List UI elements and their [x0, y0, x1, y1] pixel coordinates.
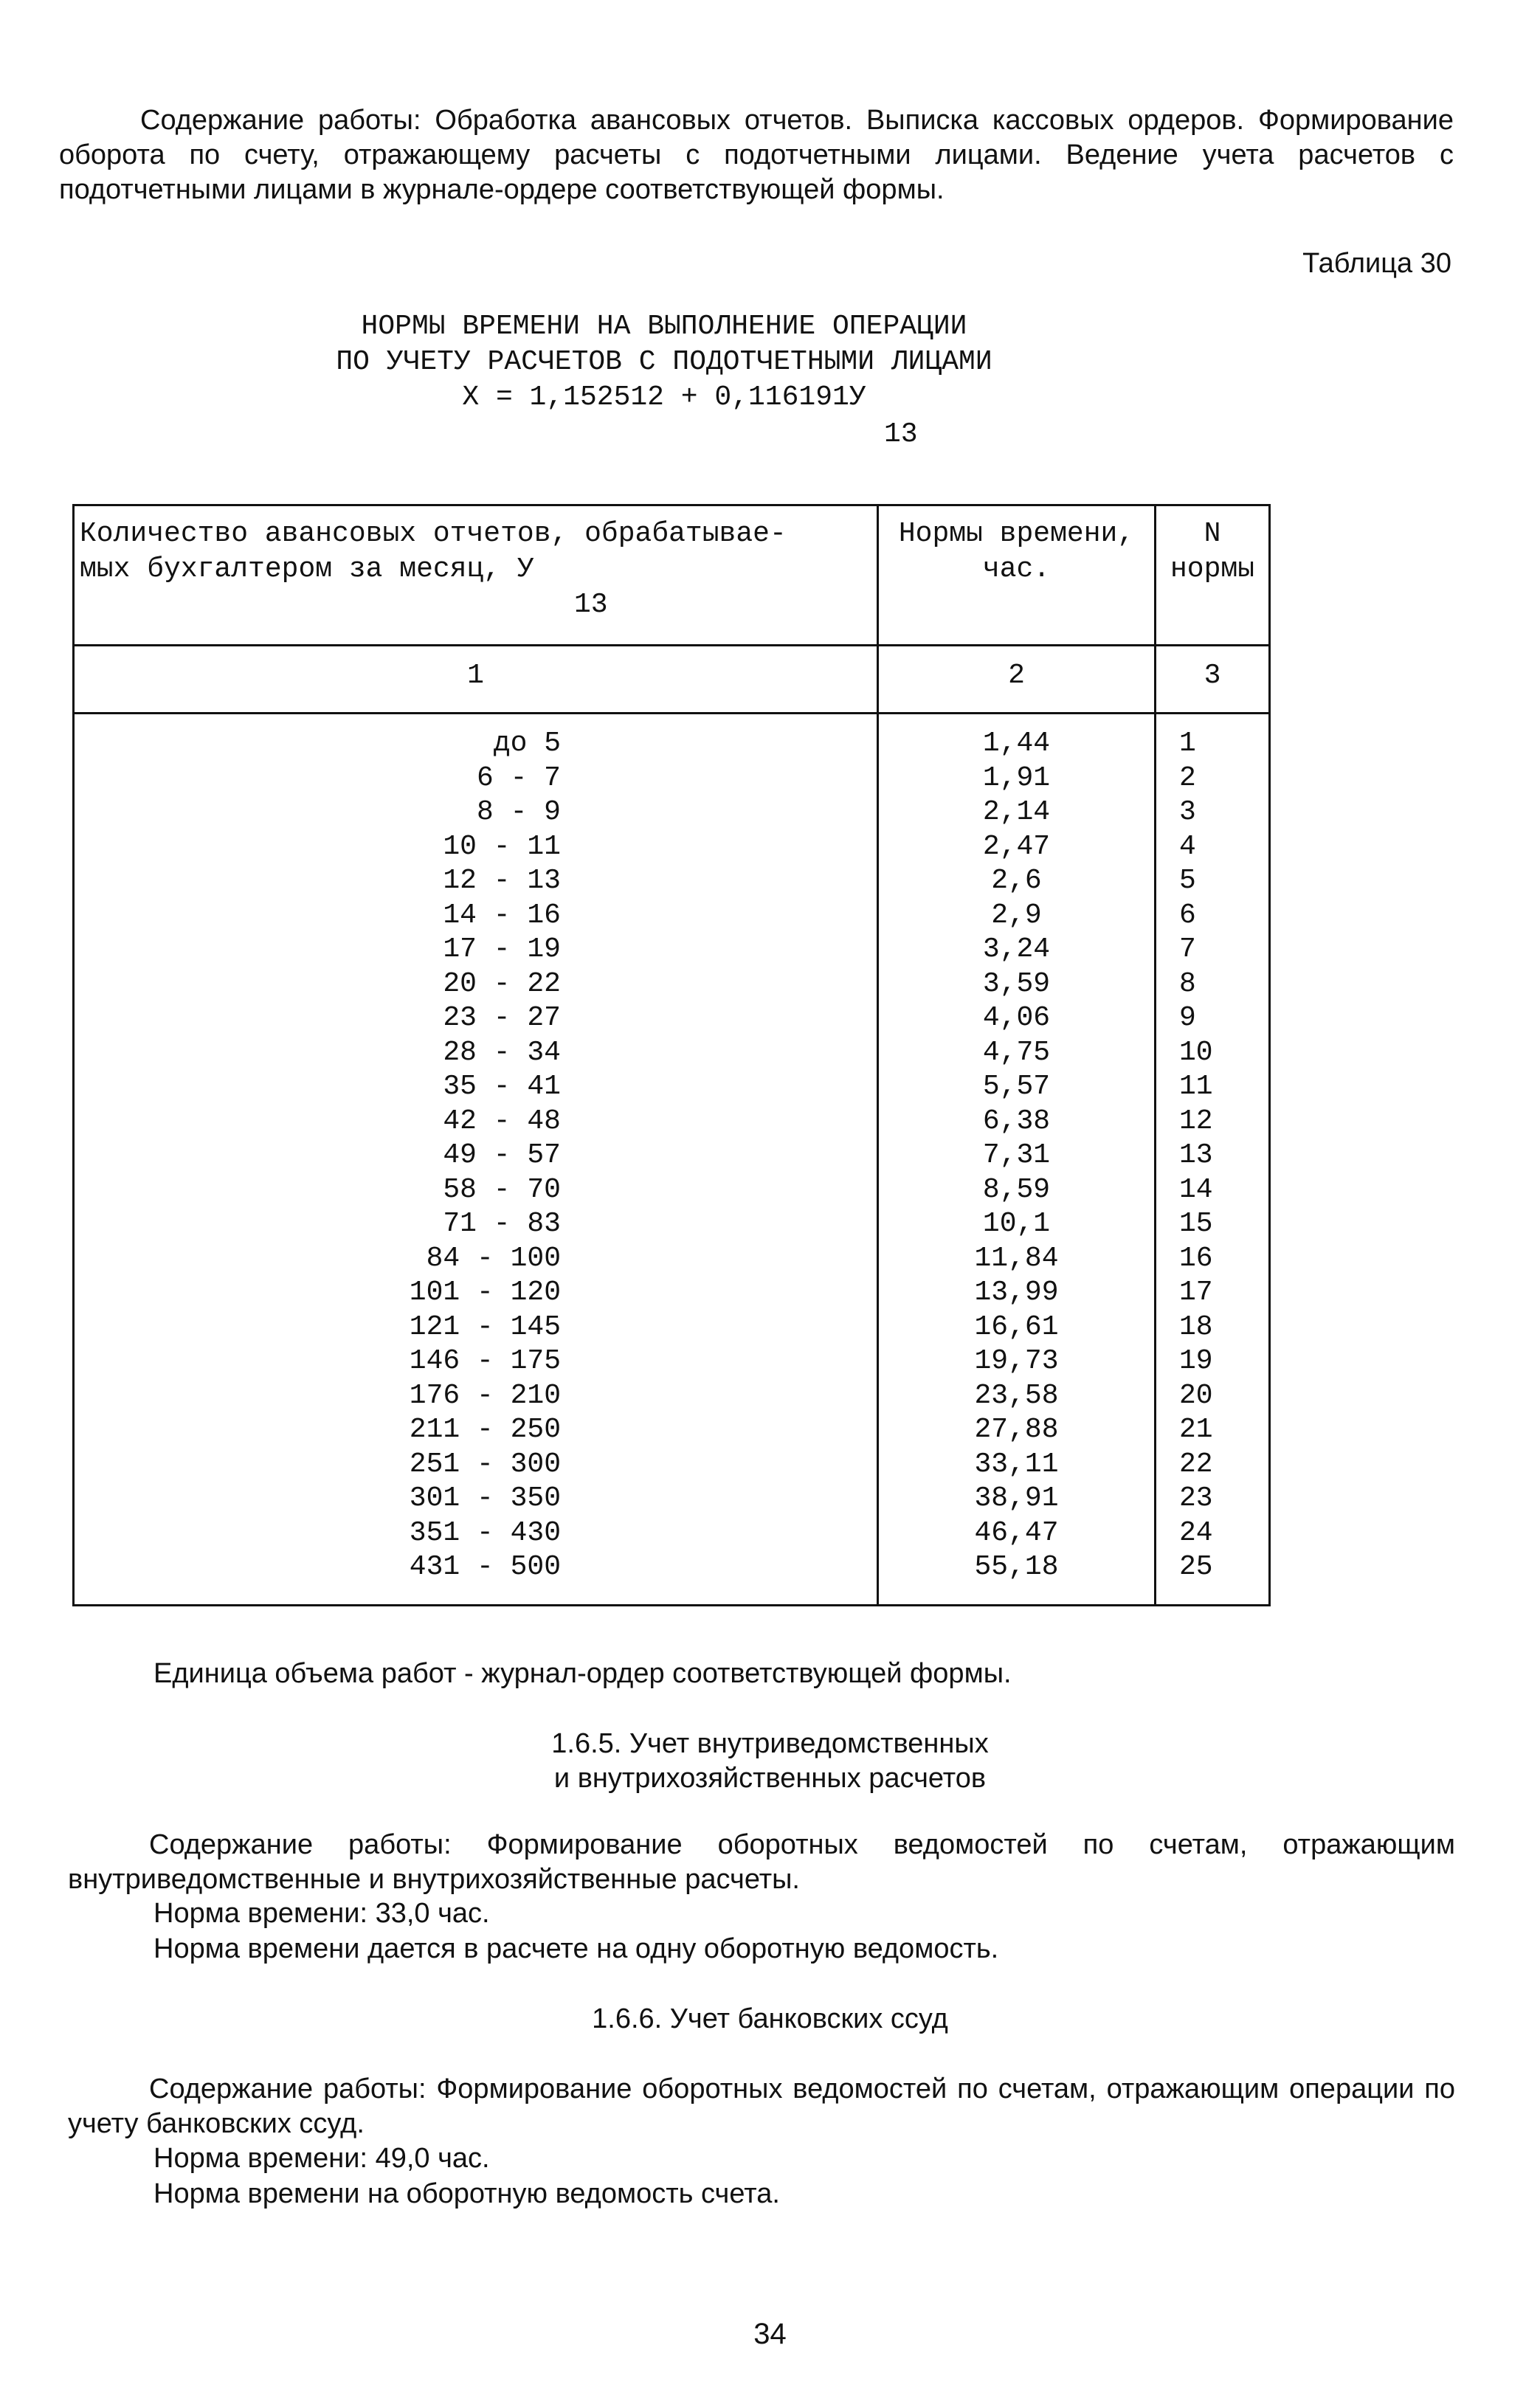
cell-report-count: 84 - 100: [426, 1242, 561, 1274]
cell-norm-number: 25: [1179, 1551, 1213, 1583]
header-col3-line1: N: [1204, 518, 1221, 550]
header-col3-line2: нормы: [1170, 553, 1255, 585]
header-col2-line1: Нормы времени,: [898, 518, 1135, 550]
cell-norm-number: 24: [1179, 1516, 1213, 1549]
table-row: [72, 899, 1271, 933]
table-row: [72, 1173, 1271, 1208]
cell-norm-number: 13: [1179, 1139, 1213, 1171]
table-title-line2: ПО УЧЕТУ РАСЧЕТОВ С ПОДОТЧЕТНЫМИ ЛИЦАМИ: [336, 346, 992, 378]
cell-norm-number: 5: [1179, 865, 1196, 897]
table-row: [72, 1276, 1271, 1311]
cell-report-count: до 5: [493, 728, 561, 759]
table-formula: Х = 1,152512 + 0,116191У: [462, 381, 866, 413]
table-label: Таблица 30: [1302, 248, 1451, 279]
cell-time-norm: 38,91: [974, 1482, 1059, 1514]
cell-report-count: 35 - 41: [443, 1071, 561, 1102]
cell-norm-number: 9: [1179, 1002, 1196, 1034]
cell-norm-number: 16: [1179, 1242, 1213, 1274]
cell-time-norm: 4,75: [982, 1036, 1051, 1068]
table-border-top: [72, 504, 1271, 506]
column-number-1: 1: [467, 660, 484, 691]
cell-norm-number: 20: [1179, 1379, 1213, 1412]
cell-norm-number: 14: [1179, 1173, 1213, 1206]
cell-norm-number: 6: [1179, 899, 1196, 931]
intro-paragraph: [59, 103, 1454, 207]
table-colnum-divider: [72, 712, 1271, 714]
intro-text: Содержание работы: Обработка авансовых отчетов. Выписка кассовых ордеров. Формирование оборота по счету, отражающему расчеты с подотчетными лицами. Ведение учета расчетов с подотчетными лицами в журнале-ордере соответствующей формы.: [59, 105, 1454, 205]
cell-time-norm: 19,73: [974, 1345, 1059, 1377]
table-row: [72, 1448, 1271, 1482]
table-row: [72, 1242, 1271, 1277]
table-row: [72, 1482, 1271, 1516]
cell-report-count: 58 - 70: [443, 1173, 561, 1206]
norms-table: [72, 504, 1271, 1606]
cell-time-norm: 1,44: [982, 728, 1051, 759]
table-row: [72, 1105, 1271, 1139]
section-166-content-text: Содержание работы: Формирование оборотных ведомостей по счетам, отражающим операции по учету банковских ссуд.: [68, 2073, 1455, 2139]
section-166-note: Норма времени на оборотную ведомость счета.: [153, 2178, 780, 2209]
table-row: [72, 1344, 1271, 1379]
cell-report-count: 12 - 13: [443, 865, 561, 897]
table-row: [72, 1379, 1271, 1414]
section-165-note: Норма времени дается в расчете на одну оборотную ведомость.: [153, 1933, 999, 1964]
table-border-bottom: [72, 1604, 1271, 1606]
cell-time-norm: 2,6: [991, 865, 1042, 897]
table-row: [72, 1070, 1271, 1105]
cell-report-count: 6 - 7: [476, 762, 561, 794]
section-166-heading: 1.6.6. Учет банковских ссуд: [592, 2003, 948, 2034]
cell-report-count: 20 - 22: [443, 967, 561, 1000]
cell-time-norm: 33,11: [974, 1448, 1059, 1480]
table-row: [72, 1413, 1271, 1448]
cell-report-count: 8 - 9: [476, 796, 561, 828]
table-formula-subscript: 13: [884, 418, 918, 450]
cell-time-norm: 3,59: [982, 967, 1051, 1000]
cell-report-count: 351 - 430: [409, 1516, 561, 1549]
section-165-norm: Норма времени: 33,0 час.: [153, 1898, 490, 1929]
cell-norm-number: 4: [1179, 830, 1196, 863]
cell-report-count: 14 - 16: [443, 899, 561, 931]
cell-time-norm: 10,1: [982, 1208, 1051, 1240]
cell-norm-number: 8: [1179, 967, 1196, 1000]
header-col1-line2: мых бухгалтером за месяц, У: [80, 553, 534, 585]
table-row: [72, 1139, 1271, 1173]
header-col1-subscript: 13: [574, 589, 608, 621]
table-row: [72, 1207, 1271, 1242]
cell-time-norm: 2,14: [982, 796, 1051, 828]
cell-report-count: 121 - 145: [409, 1311, 561, 1343]
table-title-line1: НОРМЫ ВРЕМЕНИ НА ВЫПОЛНЕНИЕ ОПЕРАЦИИ: [361, 311, 967, 342]
table-row: [72, 1550, 1271, 1585]
table-row: [72, 1516, 1271, 1551]
cell-report-count: 10 - 11: [443, 830, 561, 863]
table-row: [72, 1311, 1271, 1345]
cell-time-norm: 2,47: [982, 830, 1051, 863]
section-165-content-text: Содержание работы: Формирование оборотных ведомостей по счетам, отражающим внутриведомственные и внутрихозяйственные расчеты.: [68, 1829, 1455, 1895]
cell-report-count: 23 - 27: [443, 1002, 561, 1034]
cell-report-count: 431 - 500: [409, 1551, 561, 1583]
table-row: [72, 727, 1271, 762]
cell-norm-number: 12: [1179, 1105, 1213, 1137]
cell-report-count: 42 - 48: [443, 1105, 561, 1137]
cell-time-norm: 6,38: [982, 1105, 1051, 1137]
column-number-3: 3: [1204, 660, 1221, 691]
cell-time-norm: 2,9: [991, 899, 1042, 931]
cell-time-norm: 5,57: [982, 1071, 1051, 1102]
table-row: [72, 762, 1271, 796]
cell-time-norm: 55,18: [974, 1551, 1059, 1583]
section-165-content: [68, 1828, 1455, 1897]
cell-norm-number: 15: [1179, 1208, 1213, 1240]
cell-norm-number: 18: [1179, 1311, 1213, 1343]
cell-norm-number: 10: [1179, 1036, 1213, 1068]
cell-norm-number: 1: [1179, 728, 1196, 759]
cell-norm-number: 3: [1179, 796, 1196, 828]
cell-time-norm: 8,59: [982, 1173, 1051, 1206]
cell-norm-number: 19: [1179, 1345, 1213, 1377]
cell-time-norm: 11,84: [974, 1242, 1059, 1274]
column-number-2: 2: [1008, 660, 1025, 691]
cell-report-count: 101 - 120: [409, 1277, 561, 1308]
cell-report-count: 176 - 210: [409, 1379, 561, 1412]
cell-norm-number: 2: [1179, 762, 1196, 794]
cell-report-count: 17 - 19: [443, 933, 561, 965]
cell-time-norm: 4,06: [982, 1002, 1051, 1034]
header-col2-line2: час.: [982, 553, 1051, 585]
page-number: 34: [753, 2318, 787, 2350]
table-header-divider: [72, 644, 1271, 646]
cell-report-count: 49 - 57: [443, 1139, 561, 1171]
cell-norm-number: 11: [1179, 1071, 1213, 1102]
section-166-norm: Норма времени: 49,0 час.: [153, 2143, 490, 2174]
cell-norm-number: 22: [1179, 1448, 1213, 1480]
table-row: [72, 795, 1271, 830]
cell-time-norm: 23,58: [974, 1379, 1059, 1412]
table-row: [72, 1036, 1271, 1071]
header-col1-line1: Количество авансовых отчетов, обрабатывае-: [80, 518, 787, 550]
cell-norm-number: 7: [1179, 933, 1196, 965]
cell-norm-number: 21: [1179, 1414, 1213, 1446]
table-row: [72, 1001, 1271, 1036]
cell-time-norm: 13,99: [974, 1277, 1059, 1308]
cell-time-norm: 16,61: [974, 1311, 1059, 1343]
table-row: [72, 967, 1271, 1002]
table-row: [72, 864, 1271, 899]
cell-report-count: 301 - 350: [409, 1482, 561, 1514]
cell-norm-number: 23: [1179, 1482, 1213, 1514]
cell-report-count: 211 - 250: [409, 1414, 561, 1446]
unit-note: Единица объема работ - журнал-ордер соответствующей формы.: [153, 1658, 1012, 1689]
cell-time-norm: 3,24: [982, 933, 1051, 965]
section-165-heading-line1: 1.6.5. Учет внутриведомственных: [551, 1728, 989, 1759]
cell-report-count: 251 - 300: [409, 1448, 561, 1480]
cell-time-norm: 27,88: [974, 1414, 1059, 1446]
table-row: [72, 933, 1271, 967]
cell-report-count: 71 - 83: [443, 1208, 561, 1240]
table-row: [72, 830, 1271, 865]
cell-report-count: 146 - 175: [409, 1345, 561, 1377]
cell-time-norm: 7,31: [982, 1139, 1051, 1171]
cell-norm-number: 17: [1179, 1277, 1213, 1308]
cell-time-norm: 1,91: [982, 762, 1051, 794]
section-166-content: [68, 2072, 1455, 2141]
cell-report-count: 28 - 34: [443, 1036, 561, 1068]
cell-time-norm: 46,47: [974, 1516, 1059, 1549]
section-165-heading-line2: и внутрихозяйственных расчетов: [553, 1763, 987, 1794]
